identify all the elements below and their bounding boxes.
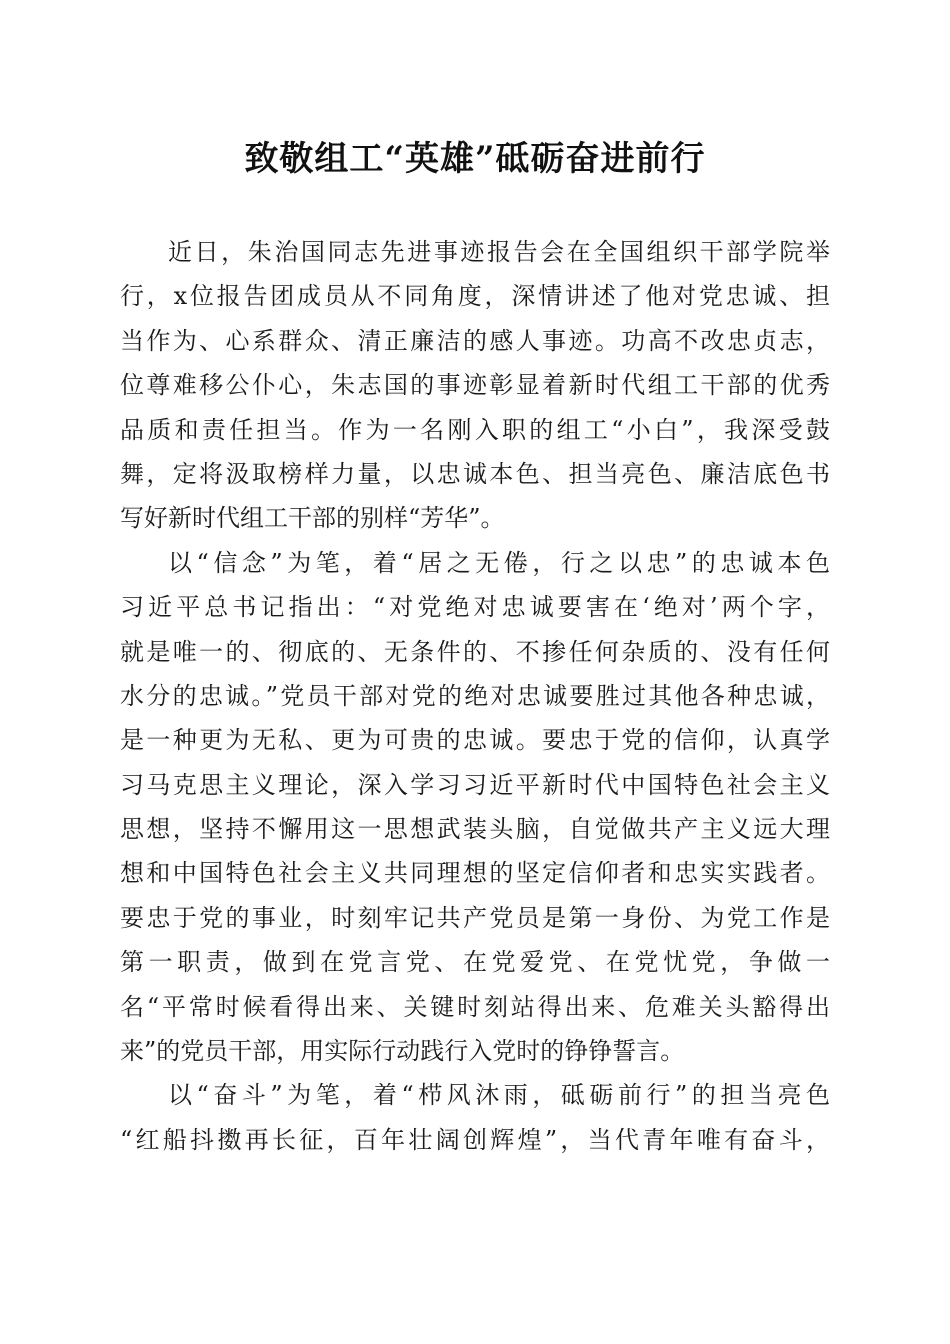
paragraph-line: “红船抖擞再长征，百年壮阔创辉煌”，当代青年唯有奋斗， [120,1125,830,1154]
paragraph-line: 要忠于党的事业，时刻牢记共产党员是第一身份、为党工作是 [120,903,830,932]
paragraph-line: 名“平常时候看得出来、关键时刻站得出来、危难关头豁得出 [120,992,830,1021]
paragraph-line: 品质和责任担当。作为一名刚入职的组工“小白”，我深受鼓 [120,415,830,444]
paragraph-line: 第一职责，做到在党言党、在党爱党、在党忧党，争做一 [120,948,830,977]
paragraph-line: 近日，朱治国同志先进事迹报告会在全国组织干部学院举 [168,238,830,266]
paragraph-line: 位尊难移公仆心，朱志国的事迹彰显着新时代组工干部的优秀 [120,371,830,400]
paragraph-line: 写好新时代组工干部的别样“芳华”。 [120,504,505,533]
paragraph-line: 就是唯一的、彻底的、无条件的、不掺任何杂质的、没有任何 [120,637,830,666]
paragraph-line: 来”的党员干部，用实际行动践行入党时的铮铮誓言。 [120,1037,685,1066]
paragraph-line: 行，x位报告团成员从不同角度，深情讲述了他对党忠诚、担 [120,282,830,311]
paragraph-line: 习马克思主义理论，深入学习习近平新时代中国特色社会主义 [120,770,830,799]
paragraph-line: 思想，坚持不懈用这一思想武装头脑，自觉做共产主义远大理 [120,815,830,844]
section-heading-line: 以“奋斗”为笔，着“栉风沐雨，砥砺前行”的担当亮色 [168,1081,830,1110]
paragraph-line: 是一种更为无私、更为可贵的忠诚。要忠于党的信仰，认真学 [120,726,830,755]
section-heading-line: 以“信念”为笔，着“居之无倦，行之以忠”的忠诚本色 [168,548,830,577]
paragraph-line: 习近平总书记指出：“对党绝对忠诚要害在‘绝对’两个字， [120,593,830,622]
paragraph-line: 想和中国特色社会主义共同理想的坚定信仰者和忠实实践者。 [120,859,830,888]
document-title: 致敬组工“英雄”砥砺奋进前行 [244,139,706,179]
paragraph-line: 舞，定将汲取榜样力量，以忠诚本色、担当亮色、廉洁底色书 [120,459,830,488]
document-body [120,230,830,1162]
paragraph-line: 水分的忠诚。”党员干部对党的绝对忠诚要胜过其他各种忠诚， [120,681,830,710]
paragraph-line: 当作为、心系群众、清正廉洁的感人事迹。功高不改忠贞志， [120,326,830,355]
